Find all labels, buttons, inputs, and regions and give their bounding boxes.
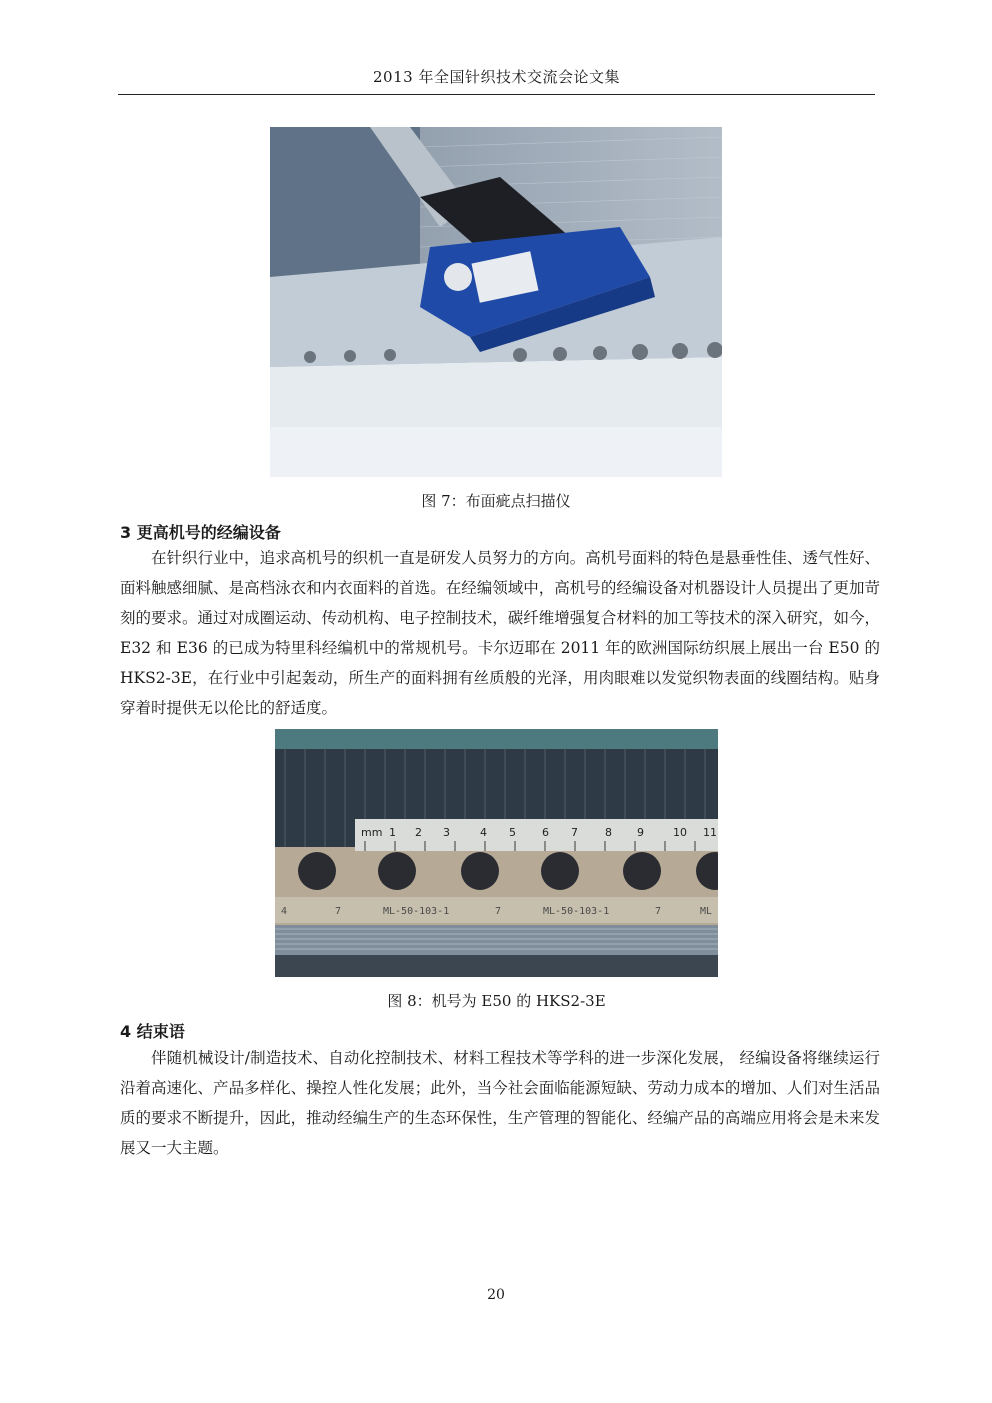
ruler-label: 7 bbox=[571, 826, 578, 839]
ruler-label: 11 bbox=[703, 826, 717, 839]
figure-8-machine-photo bbox=[275, 729, 718, 977]
figure-7-caption: 图 7：布面疵点扫描仪 bbox=[421, 492, 571, 510]
ruler-label: 9 bbox=[637, 826, 644, 839]
ruler-label: 2 bbox=[415, 826, 422, 839]
bar-label: 7 bbox=[495, 906, 502, 917]
header-rule bbox=[118, 94, 875, 95]
page-number: 20 bbox=[487, 1287, 505, 1303]
section-4-paragraph: 伴随机械设计/制造技术、自动化控制技术、材料工程技术等学科的进一步深化发展， 经编设备将继续运行沿着高速化、产品多样化、操控人性化发展；此外，当今社会面临能源短缺、劳动力成本的增加、人们对生活品质的要求不断提升，因此，推动经编生产的生态环保性，生产管理的智能化、经编产品的高端应用将会是未来发展又一大主题。 bbox=[120, 1049, 880, 1157]
ruler-label: 5 bbox=[509, 826, 516, 839]
ruler-label: mm bbox=[361, 826, 383, 839]
ruler-label: 4 bbox=[480, 826, 487, 839]
section-3-heading: 3 更高机号的经编设备 bbox=[120, 523, 281, 542]
ruler-label: 3 bbox=[443, 826, 450, 839]
figure-7-scanner-photo bbox=[270, 127, 722, 477]
running-header: 2013 年全国针织技术交流会论文集 bbox=[373, 68, 620, 86]
ruler-label: 8 bbox=[605, 826, 612, 839]
bar-label: 4 bbox=[281, 906, 288, 917]
bar-label: 7 bbox=[335, 906, 342, 917]
bar-label: ML bbox=[700, 906, 713, 917]
section-4-heading: 4 结束语 bbox=[120, 1022, 185, 1041]
figure-8-caption: 图 8：机号为 E50 的 HKS2-3E bbox=[387, 992, 606, 1010]
ruler-label: 1 bbox=[389, 826, 396, 839]
section-3-paragraph: 在针织行业中，追求高机号的织机一直是研发人员努力的方向。高机号面料的特色是悬垂性佳、透气性好、面料触感细腻、是高档泳衣和内衣面料的首选。在经编领域中，高机号的经编设备对机器设计人员提出了更加苛刻的要求。通过对成圈运动、传动机构、电子控制技术，碳纤维增强复合材料的加工等技术的深入研究，如今，E32 和 E36 的已成为特里科经编机中的常规机号。卡尔迈耶在 2011 年的欧洲国际纺织展上展出一台 E50 的 HKS2-3E，在行业中引起轰动，所生产的面料拥有丝质般的光泽，用肉眼难以发觉织物表面的线圈结构。贴身穿着时提供无以伦比的舒适度。 bbox=[120, 549, 880, 717]
bar-label: ML-50-103-1 bbox=[383, 906, 450, 917]
bar-label: ML-50-103-1 bbox=[543, 906, 610, 917]
ruler-label: 6 bbox=[542, 826, 549, 839]
bar-label: 7 bbox=[655, 906, 662, 917]
ruler-label: 10 bbox=[673, 826, 687, 839]
